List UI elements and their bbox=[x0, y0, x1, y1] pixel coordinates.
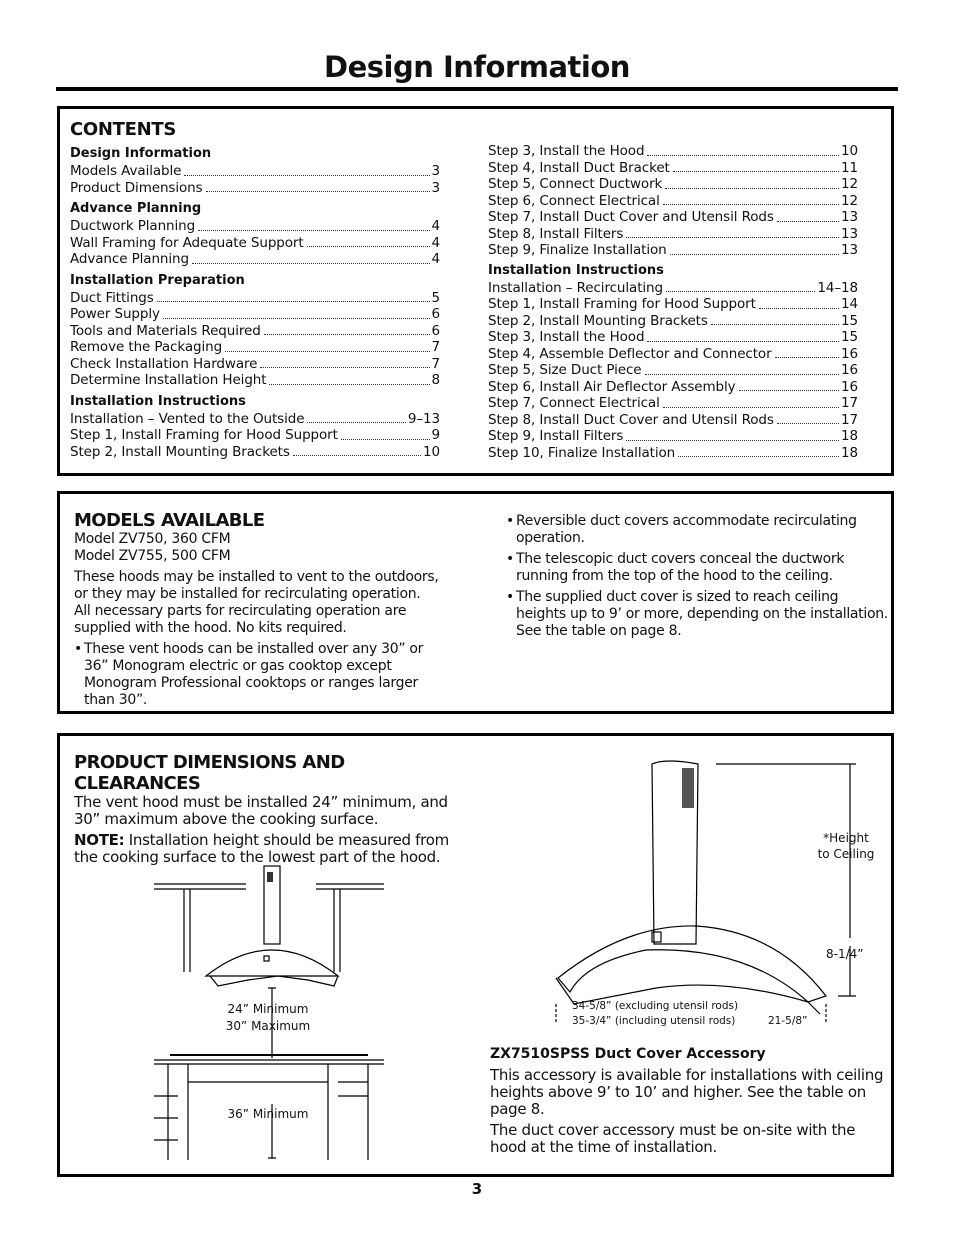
toc-entry bbox=[488, 280, 858, 297]
toc-entry-page: 4 bbox=[431, 251, 440, 267]
vent-grille bbox=[682, 768, 694, 808]
toc-entry-label: Tools and Materials Required bbox=[70, 322, 261, 339]
toc-section-heading: Installation Instructions bbox=[488, 262, 664, 278]
toc-entry-label: Step 3, Install the Hood bbox=[488, 143, 645, 159]
dimensions-paragraph: The vent hood must be installed 24” minimum, and 30” maximum above the cooking surface. bbox=[74, 793, 448, 828]
toc-entry-label: Step 10, Finalize Installation bbox=[488, 444, 676, 461]
toc-leader-dots bbox=[739, 379, 839, 392]
models-box bbox=[57, 491, 894, 714]
toc-leader-dots bbox=[184, 163, 429, 176]
toc-right-bottom-list bbox=[488, 280, 858, 462]
toc-entry-label: Step 3, Install the Hood bbox=[488, 329, 645, 345]
toc-section-heading: Advance Planning bbox=[70, 201, 202, 216]
toc-leader-dots bbox=[293, 444, 421, 457]
toc-leader-dots bbox=[663, 193, 839, 206]
toc-entry-page: 18 bbox=[841, 444, 858, 461]
toc-entry bbox=[70, 218, 440, 235]
toc-entry-page: 3 bbox=[431, 163, 440, 179]
toc-entry-label: Ductwork Planning bbox=[70, 218, 196, 234]
toc-entry-page: 5 bbox=[431, 289, 440, 306]
bullet-mark: • bbox=[74, 641, 82, 657]
accessory-paragraph-1: This accessory is available for installations with ceiling heights above 9’ to 10’ and higher. See the table on page 8. bbox=[490, 1066, 884, 1118]
toc-entry-page: 7 bbox=[431, 339, 440, 355]
toc-entry-label: Step 9, Install Filters bbox=[488, 428, 624, 444]
toc-entry-label: Step 8, Install Duct Cover and Utensil Rods bbox=[488, 411, 774, 428]
toc-entry-label: Step 8, Install Filters bbox=[488, 225, 624, 242]
models-heading: MODELS AVAILABLE bbox=[74, 510, 265, 531]
toc-leader-dots bbox=[678, 445, 839, 458]
toc-entry bbox=[488, 160, 858, 177]
models-paragraph: These hoods may be installed to vent to the outdoors, or they may be installed for recirculating operation. All necessary parts for recirculating operation are supplied with the hood. No kits required. bbox=[74, 569, 439, 636]
toc-entry-label: Installation – Recirculating bbox=[488, 279, 663, 296]
toc-entry-label: Step 4, Install Duct Bracket bbox=[488, 159, 670, 176]
toc-entry-label: Models Available bbox=[70, 163, 182, 179]
toc-entry-page: 13 bbox=[841, 209, 858, 225]
toc-entry-page: 8 bbox=[431, 372, 440, 388]
accessory-paragraph-2: The duct cover accessory must be on-site with the hood at the time of installation. bbox=[490, 1121, 856, 1156]
toc-entry-page: 10 bbox=[423, 443, 440, 460]
toc-leader-dots bbox=[666, 280, 815, 293]
hood-indicator bbox=[264, 956, 269, 961]
toc-entry-label: Duct Fittings bbox=[70, 289, 154, 306]
toc-entry-page: 7 bbox=[431, 355, 440, 372]
toc-leader-dots bbox=[647, 143, 839, 156]
toc-entry-page: 16 bbox=[841, 345, 858, 362]
toc-entry-label: Installation – Vented to the Outside bbox=[70, 410, 305, 427]
toc-entry-page: 14 bbox=[841, 296, 858, 312]
toc-entry bbox=[488, 209, 858, 226]
toc-entry-label: Check Installation Hardware bbox=[70, 355, 258, 372]
toc-entry bbox=[488, 176, 858, 193]
toc-entry-page: 14–18 bbox=[817, 279, 858, 296]
label-24-minimum: 24” Minimum bbox=[227, 1002, 309, 1016]
toc-entry-label: Step 7, Install Duct Cover and Utensil Rods bbox=[488, 209, 774, 225]
toc-right-top-list bbox=[488, 143, 858, 259]
contents-box bbox=[57, 106, 894, 476]
toc-leader-dots bbox=[307, 235, 430, 248]
toc-entry-label: Step 7, Connect Electrical bbox=[488, 395, 660, 411]
toc-left-list bbox=[70, 145, 440, 460]
toc-entry-label: Step 1, Install Framing for Hood Support bbox=[488, 296, 756, 312]
toc-entry bbox=[70, 290, 440, 307]
toc-entry-page: 9–13 bbox=[407, 410, 440, 427]
accessory-text bbox=[490, 1045, 890, 1156]
toc-entry bbox=[488, 428, 858, 445]
toc-entry-page: 16 bbox=[841, 378, 858, 395]
depth-label: 8-1/4” bbox=[826, 947, 864, 961]
toc-entry-page: 4 bbox=[431, 234, 440, 251]
accessory-title: ZX7510SPSS Duct Cover Accessory bbox=[490, 1046, 766, 1062]
toc-leader-dots bbox=[157, 290, 430, 303]
bullet-mark: • bbox=[506, 551, 514, 567]
toc-leader-dots bbox=[225, 339, 429, 352]
toc-entry bbox=[488, 395, 858, 412]
toc-leader-dots bbox=[264, 323, 430, 336]
toc-entry-page: 4 bbox=[431, 218, 440, 234]
contents-heading: CONTENTS bbox=[70, 119, 177, 140]
toc-leader-dots bbox=[626, 226, 839, 239]
toc-entry-label: Power Supply bbox=[70, 306, 160, 322]
toc-leader-dots bbox=[206, 180, 430, 193]
toc-entry-page: 16 bbox=[841, 362, 858, 378]
toc-entry-page: 11 bbox=[841, 159, 858, 176]
dimensions-left-text bbox=[74, 752, 454, 866]
toc-leader-dots bbox=[711, 313, 839, 326]
contents-right-column bbox=[488, 143, 858, 461]
title-rule bbox=[56, 87, 898, 91]
note-text: Installation height should be measured from the cooking surface to the lowest part of the hood. bbox=[74, 831, 449, 866]
toc-section-heading: Installation Instructions bbox=[70, 393, 246, 409]
toc-entry-page: 13 bbox=[841, 242, 858, 258]
toc-entry bbox=[70, 427, 440, 444]
toc-entry-label: Step 5, Connect Ductwork bbox=[488, 176, 663, 192]
toc-entry-page: 6 bbox=[431, 306, 440, 322]
label-30-maximum: 30” Maximum bbox=[225, 1019, 311, 1033]
hood-body-side bbox=[558, 926, 826, 1002]
models-bullet bbox=[506, 551, 890, 585]
toc-entry-label: Step 1, Install Framing for Hood Support bbox=[70, 427, 338, 443]
hood-filters bbox=[210, 976, 338, 986]
bullet-text: The supplied duct cover is sized to reach ceiling heights up to 9’ or more, depending on the installation. See the table on page 8. bbox=[516, 589, 888, 639]
toc-entry bbox=[488, 143, 858, 160]
toc-entry bbox=[488, 296, 858, 313]
toc-entry-page: 6 bbox=[431, 322, 440, 339]
bullet-text: These vent hoods can be installed over any 30” or 36” Monogram electric or gas cooktop except Monogram Professional cooktops or ranges larger than 30”. bbox=[84, 641, 424, 708]
toc-entry-label: Step 6, Install Air Deflector Assembly bbox=[488, 378, 736, 395]
toc-entry-label: Determine Installation Height bbox=[70, 372, 267, 388]
toc-leader-dots bbox=[341, 427, 430, 440]
toc-leader-dots bbox=[626, 428, 839, 441]
bullet-mark: • bbox=[506, 513, 514, 529]
toc-entry bbox=[70, 306, 440, 323]
width-label-1: 34-5/8” (excluding utensil rods) bbox=[572, 1000, 739, 1012]
width-label-2: 35-3/4” (including utensil rods) bbox=[572, 1015, 736, 1027]
bullet-text: Reversible duct covers accommodate recirculating operation. bbox=[516, 513, 857, 546]
toc-entry bbox=[70, 251, 440, 268]
toc-leader-dots bbox=[192, 251, 430, 264]
toc-entry bbox=[70, 323, 440, 340]
toc-entry bbox=[70, 372, 440, 389]
bullet-mark: • bbox=[506, 589, 514, 605]
side-depth-label: 21-5/8” bbox=[768, 1015, 808, 1027]
toc-entry-label: Step 4, Assemble Deflector and Connector bbox=[488, 345, 772, 362]
toc-leader-dots bbox=[663, 395, 839, 408]
toc-entry-page: 15 bbox=[841, 329, 858, 345]
toc-entry-page: 12 bbox=[841, 176, 858, 192]
label-36-minimum: 36” Minimum bbox=[227, 1107, 309, 1121]
models-bullet bbox=[74, 641, 440, 709]
toc-leader-dots bbox=[198, 218, 429, 231]
toc-section-heading: Installation Preparation bbox=[70, 272, 245, 288]
toc-entry bbox=[488, 346, 858, 363]
toc-entry bbox=[488, 313, 858, 330]
toc-entry-label: Wall Framing for Adequate Support bbox=[70, 234, 304, 251]
toc-entry-page: 17 bbox=[841, 395, 858, 411]
toc-entry-page: 18 bbox=[841, 428, 858, 444]
toc-entry-page: 15 bbox=[841, 312, 858, 329]
toc-leader-dots bbox=[775, 346, 839, 359]
upper-cabinet-right bbox=[316, 884, 384, 972]
toc-leader-dots bbox=[673, 160, 839, 173]
toc-entry bbox=[488, 362, 858, 379]
toc-entry bbox=[70, 356, 440, 373]
hood-profile-diagram bbox=[546, 756, 876, 1036]
height-to-ceiling-label-2: to Ceiling bbox=[817, 847, 875, 861]
toc-entry-page: 17 bbox=[841, 411, 858, 428]
toc-entry bbox=[488, 226, 858, 243]
toc-entry bbox=[488, 242, 858, 259]
duct-logo bbox=[267, 872, 273, 882]
toc-leader-dots bbox=[777, 209, 839, 222]
page-number: 3 bbox=[471, 1180, 483, 1198]
counter-top bbox=[154, 1060, 384, 1064]
toc-entry bbox=[488, 412, 858, 429]
toc-leader-dots bbox=[260, 356, 429, 369]
toc-entry bbox=[70, 180, 440, 197]
toc-entry-label: Remove the Packaging bbox=[70, 339, 223, 355]
toc-leader-dots bbox=[163, 306, 430, 319]
models-right-column bbox=[506, 513, 890, 640]
models-left-column bbox=[74, 510, 440, 709]
toc-leader-dots bbox=[777, 412, 839, 425]
toc-leader-dots bbox=[645, 362, 840, 375]
toc-entry-label: Step 2, Install Mounting Brackets bbox=[70, 443, 290, 460]
models-bullet bbox=[506, 589, 890, 640]
toc-entry-label: Step 9, Finalize Installation bbox=[488, 242, 667, 258]
dimensions-box bbox=[57, 733, 894, 1177]
toc-entry-page: 9 bbox=[431, 427, 440, 443]
toc-entry bbox=[70, 444, 440, 461]
dimensions-note bbox=[74, 832, 454, 866]
toc-entry bbox=[488, 379, 858, 396]
toc-entry-label: Product Dimensions bbox=[70, 179, 203, 196]
note-label: NOTE: bbox=[74, 831, 125, 849]
toc-leader-dots bbox=[307, 411, 405, 424]
models-bullet bbox=[506, 513, 890, 547]
toc-entry-label: Step 5, Size Duct Piece bbox=[488, 362, 642, 378]
toc-entry-label: Step 6, Connect Electrical bbox=[488, 192, 660, 209]
toc-entry bbox=[488, 329, 858, 346]
toc-entry-label: Step 2, Install Mounting Brackets bbox=[488, 312, 708, 329]
contents-left-column bbox=[70, 119, 440, 460]
height-to-ceiling-label-1: *Height bbox=[823, 831, 869, 845]
toc-leader-dots bbox=[759, 296, 839, 309]
model-line-1: Model ZV750, 360 CFM bbox=[74, 531, 231, 547]
toc-entry bbox=[70, 411, 440, 428]
toc-entry bbox=[70, 339, 440, 356]
page-title: Design Information bbox=[324, 50, 630, 84]
toc-entry-label: Advance Planning bbox=[70, 251, 189, 267]
toc-entry bbox=[488, 445, 858, 462]
toc-entry-page: 12 bbox=[841, 192, 858, 209]
dimensions-heading: PRODUCT DIMENSIONS AND CLEARANCES bbox=[74, 752, 345, 794]
toc-entry-page: 13 bbox=[841, 225, 858, 242]
toc-leader-dots bbox=[647, 329, 839, 342]
toc-entry-page: 10 bbox=[841, 143, 858, 159]
toc-entry bbox=[488, 193, 858, 210]
toc-leader-dots bbox=[269, 372, 429, 385]
bullet-text: The telescopic duct covers conceal the ductwork running from the top of the hood to the ceiling. bbox=[516, 551, 845, 584]
toc-entry bbox=[70, 163, 440, 180]
toc-leader-dots bbox=[670, 242, 839, 255]
toc-entry-page: 3 bbox=[431, 179, 440, 196]
hood-canopy bbox=[206, 950, 338, 976]
toc-leader-dots bbox=[665, 176, 839, 189]
toc-section-heading: Design Information bbox=[70, 146, 212, 161]
toc-entry bbox=[70, 235, 440, 252]
model-line-2: Model ZV755, 500 CFM bbox=[74, 548, 231, 564]
